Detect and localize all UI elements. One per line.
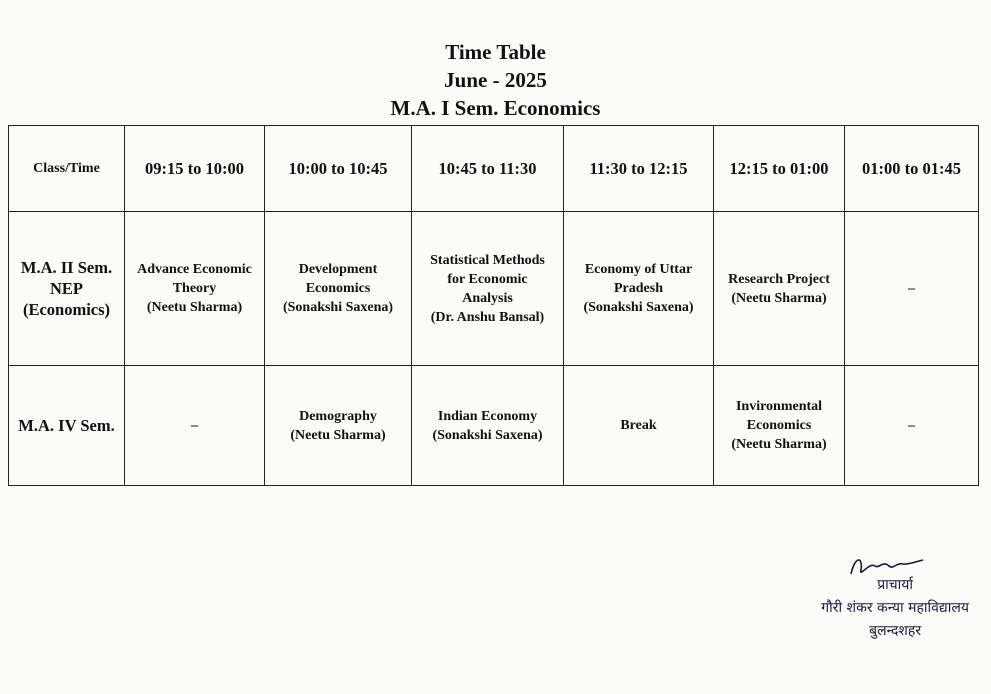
city-name: बुलन्दशहर (869, 623, 922, 639)
document-header (0, 38, 991, 122)
table-row (9, 212, 979, 366)
time-slot-header: 10:45 to 11:30 (412, 126, 564, 212)
time-slot-header: 01:00 to 01:45 (845, 126, 979, 212)
course-name: Break (620, 418, 657, 433)
schedule-cell (564, 212, 714, 366)
teacher-name: (Neetu Sharma) (731, 290, 827, 306)
period-label: June - 2025 (444, 68, 547, 92)
teacher-name: (Neetu Sharma) (146, 300, 243, 315)
course-name: Advance Economic Theory (137, 262, 252, 296)
timetable (8, 125, 979, 486)
course-name: – (191, 418, 198, 433)
course-name: Statistical Methods for Economic Analysis (430, 252, 545, 306)
teacher-name: (Neetu Sharma) (290, 427, 386, 443)
time-slot-header: 09:15 to 10:00 (125, 126, 265, 212)
teacher-name: (Dr. Anshu Bansal) (430, 309, 545, 325)
course-name: – (908, 418, 915, 433)
course-name: Economy of Uttar Pradesh (584, 262, 693, 296)
course-name: Development Economics (298, 262, 378, 296)
table-row (9, 366, 979, 486)
header-row (9, 126, 979, 212)
course-name: Research Project (728, 271, 830, 287)
time-slot-header: 10:00 to 10:45 (265, 126, 412, 212)
time-slot-header: 12:15 to 01:00 (714, 126, 845, 212)
schedule-cell (412, 212, 564, 366)
page-title: Time Table (445, 40, 546, 64)
schedule-cell (125, 366, 265, 486)
schedule-cell (564, 366, 714, 486)
class-title: M.A. I Sem. Economics (390, 96, 601, 120)
teacher-name: (Sonakshi Saxena) (282, 300, 394, 315)
schedule-cell (845, 366, 979, 486)
signatory-title: प्राचार्या (877, 577, 914, 593)
corner-header: Class/Time (9, 126, 125, 212)
schedule-cell (265, 212, 412, 366)
row-label: M.A. IV Sem. (9, 366, 125, 486)
teacher-name: (Sonakshi Saxena) (583, 300, 694, 315)
course-name: – (908, 281, 915, 296)
course-name: Invironmental Economics (735, 399, 823, 433)
college-name: गौरी शंकर कन्या महाविद्यालय (821, 600, 969, 616)
time-slot-header: 11:30 to 12:15 (564, 126, 714, 212)
teacher-name: (Neetu Sharma) (731, 437, 827, 452)
schedule-cell (714, 366, 845, 486)
schedule-cell (845, 212, 979, 366)
schedule-cell (412, 366, 564, 486)
course-name: Demography (299, 408, 377, 424)
schedule-cell (265, 366, 412, 486)
course-name: Indian Economy (437, 408, 538, 424)
schedule-cell (714, 212, 845, 366)
schedule-cell (125, 212, 265, 366)
teacher-name: (Sonakshi Saxena) (432, 427, 543, 443)
row-label: M.A. II Sem. NEP (Economics) (9, 212, 125, 366)
